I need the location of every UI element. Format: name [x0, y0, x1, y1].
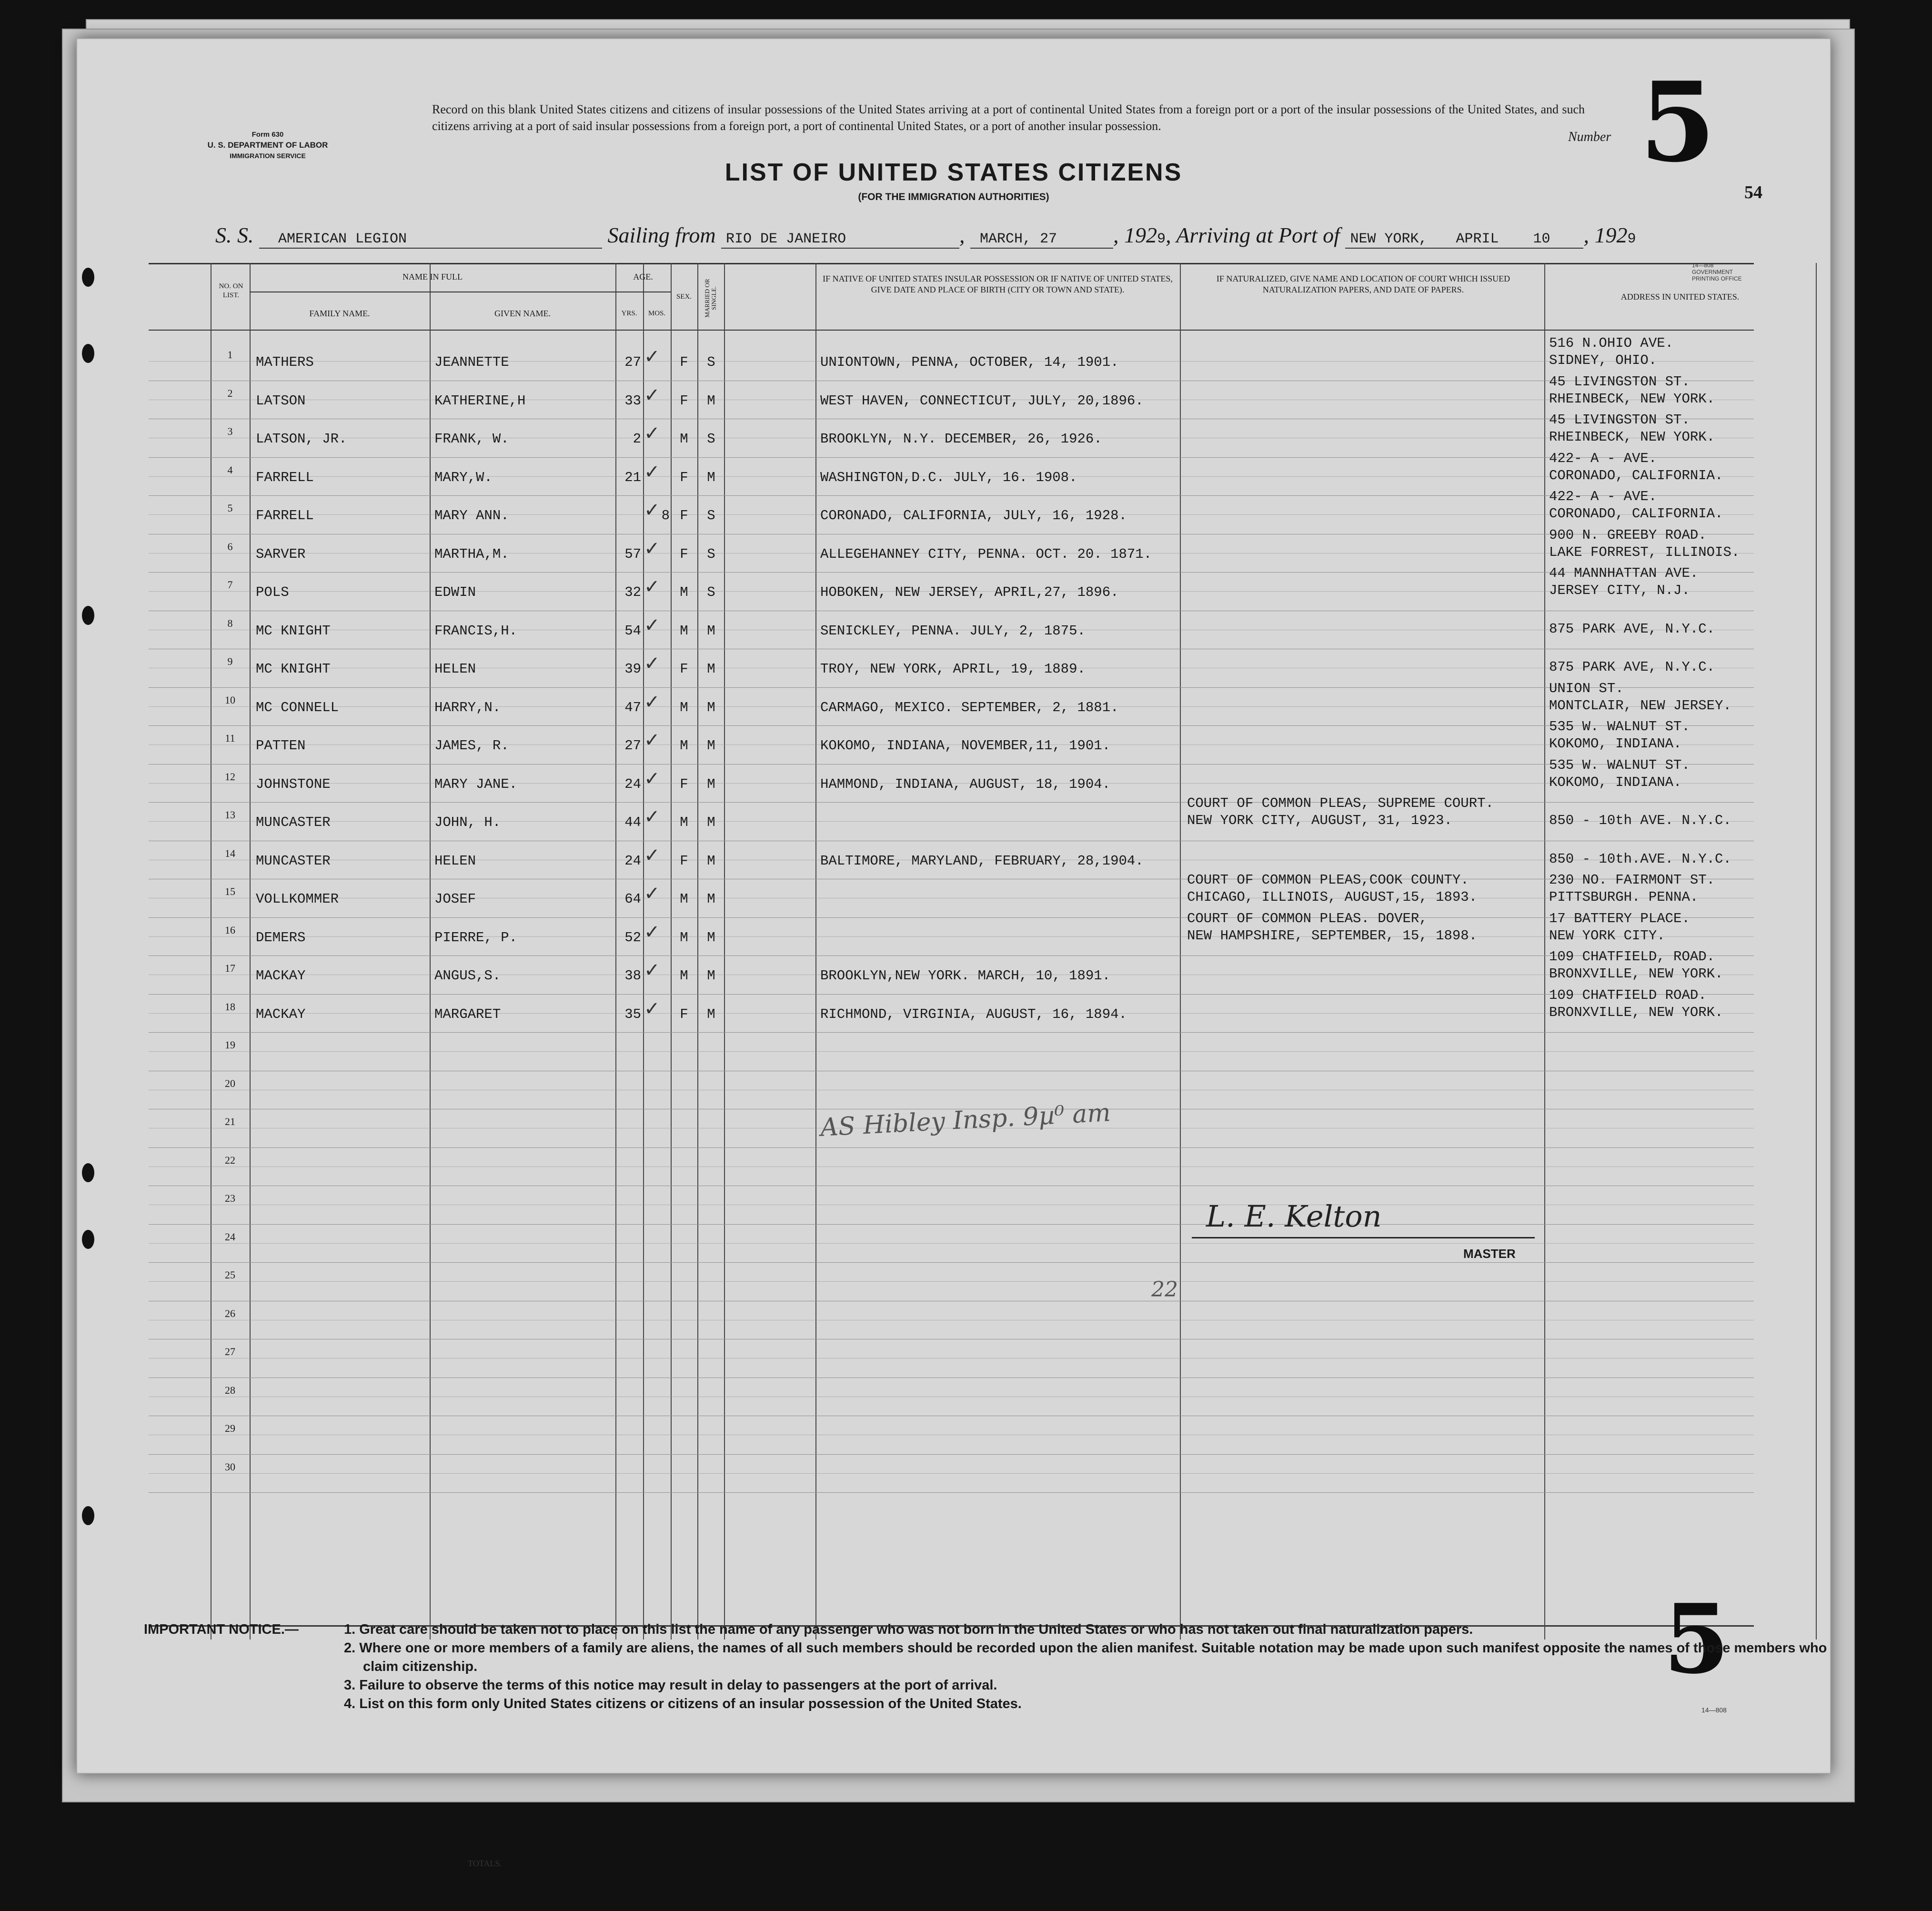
verification-checkmark: ✓: [644, 883, 660, 905]
row-number: 1: [227, 349, 233, 361]
given-name: JEANNETTE: [434, 354, 509, 370]
row-rule: [149, 1032, 1754, 1033]
given-name: PIERRE, P.: [434, 929, 518, 945]
sex: F: [680, 354, 688, 370]
departure-date: MARCH, 27: [980, 231, 1057, 247]
age-years: 21: [624, 469, 641, 485]
given-name: JOSEF: [434, 891, 476, 907]
header-given-name: GIVEN NAME.: [494, 309, 551, 318]
address-city: PITTSBURGH. PENNA.: [1549, 889, 1699, 905]
verification-checkmark: ✓: [644, 614, 660, 636]
birth-date-place: HAMMOND, INDIANA, AUGUST, 18, 1904.: [820, 776, 1111, 792]
age-years: 27: [624, 354, 641, 370]
arrival-date: APRIL 10: [1456, 231, 1550, 247]
given-name: FRANCIS,H.: [434, 623, 518, 639]
sex: F: [680, 392, 688, 409]
address-street: 516 N.OHIO AVE.: [1549, 335, 1674, 351]
address-street: 109 CHATFIELD ROAD.: [1549, 987, 1707, 1003]
row-number: 16: [225, 924, 235, 936]
birth-date-place: ALLEGEHANNEY CITY, PENNA. OCT. 20. 1871.: [820, 546, 1152, 562]
birth-date-place: CARMAGO, MEXICO. SEPTEMBER, 2, 1881.: [820, 699, 1119, 715]
row-rule: [149, 994, 1754, 995]
ship-name: AMERICAN LEGION: [278, 231, 407, 247]
address-street: UNION ST.: [1549, 680, 1624, 696]
header-list-number: NO. ON LIST.: [219, 282, 243, 299]
row-number: 14: [225, 847, 235, 859]
address-city: CORONADO, CALIFORNIA.: [1549, 506, 1723, 522]
row-number: 12: [225, 770, 235, 783]
arrival-year-prefix: 192: [1594, 223, 1628, 247]
given-name: MARGARET: [434, 1006, 501, 1022]
address-street: 45 LIVINGSTON ST.: [1549, 373, 1690, 390]
row-number: 28: [225, 1384, 235, 1396]
sex: M: [680, 929, 688, 945]
verification-checkmark: ✓: [644, 959, 660, 981]
verification-checkmark: ✓: [644, 422, 660, 444]
married-single: S: [707, 431, 715, 447]
header-naturalized: IF NATURALIZED, GIVE NAME AND LOCATION OF COURT WHICH ISSUED NATURALIZATION PAPERS, AND DATE OF PAPERS.: [1216, 274, 1510, 294]
married-single: M: [707, 661, 715, 677]
verification-checkmark: ✓: [644, 997, 660, 1020]
sex: F: [680, 508, 688, 523]
family-name: MACKAY: [256, 968, 306, 984]
age-years: 35: [624, 1006, 641, 1022]
family-name: MC KNIGHT: [256, 623, 331, 639]
birth-date-place: UNIONTOWN, PENNA, OCTOBER, 14, 1901.: [820, 354, 1119, 370]
header-address: ADDRESS IN UNITED STATES.: [1620, 292, 1740, 302]
master-label: MASTER: [1463, 1247, 1516, 1261]
age-years: 38: [624, 968, 641, 984]
row-number: 30: [225, 1460, 235, 1473]
naturalization-court: COURT OF COMMON PLEAS, SUPREME COURT.: [1187, 795, 1494, 811]
address-city: RHEINBECK, NEW YORK.: [1549, 429, 1715, 445]
address-city: BRONXVILLE, NEW YORK.: [1549, 1004, 1723, 1020]
sex: M: [680, 891, 688, 907]
sex: M: [680, 584, 688, 600]
row-number: 10: [225, 694, 235, 706]
married-single: M: [707, 1006, 715, 1022]
age-years: 32: [624, 584, 641, 600]
married-single: M: [707, 392, 715, 409]
important-notice-label: IMPORTANT NOTICE.—: [144, 1622, 299, 1637]
family-name: MUNCASTER: [256, 853, 331, 869]
row-number: 20: [225, 1077, 235, 1089]
printing-office-note: 14—808 GOVERNMENT PRINTING OFFICE: [1692, 262, 1742, 282]
binder-hole: [82, 268, 94, 287]
married-single: M: [707, 776, 715, 792]
address-street: 422- A - AVE.: [1549, 489, 1657, 504]
row-rule: [149, 821, 1754, 822]
sex: F: [680, 469, 688, 485]
sex: F: [680, 776, 688, 792]
family-name: JOHNSTONE: [256, 776, 331, 792]
header-age-months: MOS.: [648, 310, 666, 317]
address-city: 850 - 10th AVE. N.Y.C.: [1549, 813, 1731, 828]
signature-line: [1192, 1237, 1535, 1238]
department-name: U. S. DEPARTMENT OF LABOR: [207, 141, 328, 150]
verification-checkmark: ✓: [644, 499, 660, 521]
notice-item-3: 3. Failure to observe the terms of this notice may result in delay to passengers at the port of arrival.: [344, 1678, 997, 1693]
birth-date-place: TROY, NEW YORK, APRIL, 19, 1889.: [820, 661, 1086, 677]
header-birth: IF NATIVE OF UNITED STATES INSULAR POSSESSION OR IF NATIVE OF UNITED STATES, GIVE DATE AND PLACE OF BIRTH (CITY OR TOWN AND STATE).: [823, 274, 1173, 294]
birth-date-place: WEST HAVEN, CONNECTICUT, JULY, 20,1896.: [820, 392, 1144, 409]
birth-date-place: BROOKLYN, N.Y. DECEMBER, 26, 1926.: [820, 431, 1102, 447]
family-name: MACKAY: [256, 1006, 306, 1022]
row-rule: [149, 1051, 1754, 1052]
age-years: 2: [633, 431, 641, 447]
arriving-label: Arriving at Port of: [1176, 223, 1340, 247]
manifest-page: [76, 38, 1831, 1868]
age-months: 8: [661, 508, 670, 523]
sailing-label: Sailing from: [607, 223, 716, 247]
address-city: NEW YORK CITY.: [1549, 927, 1665, 944]
row-number: 15: [225, 885, 235, 897]
age-years: 47: [624, 699, 641, 715]
given-name: MARTHA,M.: [434, 546, 509, 562]
family-name: MC KNIGHT: [256, 661, 331, 677]
row-rule: [149, 1147, 1754, 1148]
row-number: 7: [227, 579, 233, 591]
age-years: 52: [624, 929, 641, 945]
form-number: Form 630: [252, 131, 284, 139]
given-name: ANGUS,S.: [434, 968, 501, 984]
age-years: 27: [624, 738, 641, 754]
birth-date-place: WASHINGTON,D.C. JULY, 16. 1908.: [820, 469, 1077, 485]
verification-checkmark: ✓: [644, 461, 660, 483]
sex: M: [680, 968, 688, 984]
row-number: 27: [225, 1346, 235, 1358]
married-single: M: [707, 929, 715, 945]
page-number: 54: [1744, 182, 1762, 202]
row-rule: [149, 687, 1754, 688]
departure-port: RIO DE JANEIRO: [726, 231, 846, 247]
form-identification: [196, 130, 339, 161]
family-name: MUNCASTER: [256, 815, 331, 830]
address-street: 44 MANNHATTAN AVE.: [1549, 565, 1699, 581]
address-city: BRONXVILLE, NEW YORK.: [1549, 966, 1723, 982]
sex: M: [680, 623, 688, 639]
address-street: 535 W. WALNUT ST.: [1549, 757, 1690, 773]
row-rule: [149, 1492, 1754, 1493]
sex: F: [680, 661, 688, 677]
row-number: 13: [225, 809, 235, 821]
row-number: 26: [225, 1307, 235, 1319]
family-name: LATSON: [256, 392, 306, 409]
age-years: 57: [624, 546, 641, 562]
row-number: 8: [227, 617, 233, 629]
row-number: 19: [225, 1039, 235, 1051]
page-title: LIST OF UNITED STATES CITIZENS: [724, 159, 1183, 186]
notice-item-4: 4. List on this form only United States citizens or citizens of an insular possession of the United States.: [344, 1696, 1022, 1711]
naturalization-date: NEW YORK CITY, AUGUST, 31, 1923.: [1187, 813, 1452, 828]
married-single: S: [707, 584, 715, 600]
row-rule: [149, 1243, 1754, 1244]
important-notice: [144, 1620, 1830, 1713]
birth-date-place: SENICKLEY, PENNA. JULY, 2, 1875.: [820, 623, 1086, 639]
address-city: 850 - 10th.AVE. N.Y.C.: [1549, 851, 1731, 867]
number-label: Number: [1568, 130, 1611, 144]
age-years: 39: [624, 661, 641, 677]
given-name: HELEN: [434, 853, 476, 869]
given-name: FRANK, W.: [434, 431, 509, 447]
binder-hole: [82, 1163, 94, 1182]
sex: M: [680, 699, 688, 715]
married-single: M: [707, 699, 715, 715]
address-street: 45 LIVINGSTON ST.: [1549, 412, 1690, 428]
address-street: 535 W. WALNUT ST.: [1549, 719, 1690, 734]
family-name: PATTEN: [256, 738, 306, 754]
form-instructions: Record on this blank United States citizens and citizens of insular possessions of the United States arriving at a port of continental United States from a foreign port or a port of the insular possessions of the United States, and such citizens arriving at a port of said insular possessions from a foreign port, a port of continental United States, or a port of another insular possession.: [432, 102, 1585, 133]
corner-list-number: 5: [1663, 1583, 1730, 1695]
binder-hole: [82, 344, 94, 363]
age-years: 54: [624, 623, 641, 639]
header-name-in-full: NAME IN FULL: [402, 272, 463, 282]
given-name: JAMES, R.: [434, 738, 509, 754]
family-name: FARRELL: [256, 508, 314, 523]
row-rule: [149, 917, 1754, 918]
margin-number: 22: [1151, 1277, 1178, 1302]
binder-hole: [82, 1230, 94, 1249]
voyage-line: S. S. AMERICAN LEGION Sailing from RIO DE JANEIRO , MARCH, 27 , 1929, Arriving at Port of NEW YORK, APRIL 10 , 1929: [215, 222, 1636, 249]
row-rule: [149, 1281, 1754, 1282]
sex: M: [680, 431, 688, 447]
row-number: 11: [225, 732, 235, 744]
verification-checkmark: ✓: [644, 806, 660, 828]
address-street: 422- A - AVE.: [1549, 450, 1657, 466]
verification-checkmark: ✓: [644, 576, 660, 598]
family-name: DEMERS: [256, 929, 306, 945]
sex: F: [680, 546, 688, 562]
given-name: EDWIN: [434, 584, 476, 600]
birth-date-place: BALTIMORE, MARYLAND, FEBRUARY, 28,1904.: [820, 853, 1144, 869]
notice-item-2: 2. Where one or more members of a family are aliens, the names of all such members should be recorded upon the alien manifest. Suitable notation may be made upon such manifest opposite the names of those members who claim citizenship.: [344, 1640, 1827, 1674]
sex: F: [680, 853, 688, 869]
married-single: M: [707, 853, 715, 869]
row-rule: [149, 572, 1754, 573]
totals-label: TOTALS.: [468, 1859, 502, 1868]
family-name: MC CONNELL: [256, 699, 339, 715]
given-name: HELEN: [434, 661, 476, 677]
birth-date-place: CORONADO, CALIFORNIA, JULY, 16, 1928.: [820, 508, 1127, 523]
given-name: MARY,W.: [434, 469, 493, 485]
address-city: 875 PARK AVE, N.Y.C.: [1549, 659, 1715, 675]
arrival-year-digit: 9: [1627, 231, 1636, 247]
married-single: M: [707, 815, 715, 830]
verification-checkmark: ✓: [644, 346, 660, 368]
age-years: 44: [624, 815, 641, 830]
passenger-table: [149, 263, 1754, 1639]
header-age-years: YRS.: [621, 310, 637, 317]
address-city: SIDNEY, OHIO.: [1549, 352, 1657, 368]
row-rule: [149, 1262, 1754, 1263]
header-sex: SEX.: [676, 293, 692, 301]
age-years: 24: [624, 776, 641, 792]
verification-checkmark: ✓: [644, 729, 660, 751]
verification-checkmark: ✓: [644, 921, 660, 943]
row-rule: [149, 725, 1754, 726]
naturalization-date: CHICAGO, ILLINOIS, AUGUST,15, 1893.: [1187, 889, 1478, 905]
family-name: POLS: [256, 584, 289, 600]
row-number: 22: [225, 1154, 235, 1166]
birth-date-place: HOBOKEN, NEW JERSEY, APRIL,27, 1896.: [820, 584, 1119, 600]
address-street: 900 N. GREEBY ROAD.: [1549, 527, 1707, 543]
notice-item-1: 1. Great care should be taken not to place on this list the name of any passenger who was not born in the United States or who has not taken out final naturalization papers.: [344, 1622, 1473, 1637]
given-name: MARY JANE.: [434, 776, 518, 792]
row-number: 18: [225, 1000, 235, 1013]
given-name: MARY ANN.: [434, 508, 509, 523]
given-name: JOHN, H.: [434, 815, 501, 830]
married-single: S: [707, 508, 715, 523]
age-years: 64: [624, 891, 641, 907]
row-rule: [149, 1224, 1754, 1225]
verification-checkmark: ✓: [644, 384, 660, 406]
birth-date-place: KOKOMO, INDIANA, NOVEMBER,11, 1901.: [820, 738, 1111, 754]
married-single: M: [707, 623, 715, 639]
given-name: KATHERINE,H: [434, 392, 526, 409]
married-single: S: [707, 354, 715, 370]
married-single: M: [707, 738, 715, 754]
master-signature: L. E. Kelton: [1206, 1199, 1382, 1234]
list-number: 5: [1640, 58, 1716, 187]
address-city: JERSEY CITY, N.J.: [1549, 583, 1690, 598]
given-name: HARRY,N.: [434, 699, 501, 715]
row-rule: [149, 1454, 1754, 1455]
address-street: 109 CHATFIELD, ROAD.: [1549, 949, 1715, 965]
row-number: 23: [225, 1192, 235, 1204]
row-number: 29: [225, 1422, 235, 1434]
page-subtitle: (FOR THE IMMIGRATION AUTHORITIES): [858, 191, 1049, 202]
header-age: AGE.: [633, 272, 653, 282]
married-single: S: [707, 546, 715, 562]
row-number: 24: [225, 1230, 235, 1243]
row-rule: [149, 1473, 1754, 1474]
family-name: SARVER: [256, 546, 306, 562]
verification-checkmark: ✓: [644, 767, 660, 790]
binder-hole: [82, 606, 94, 625]
row-number: 21: [225, 1116, 235, 1127]
verification-checkmark: ✓: [644, 691, 660, 713]
married-single: M: [707, 469, 715, 485]
verification-checkmark: ✓: [644, 653, 660, 674]
address-city: LAKE FORREST, ILLINOIS.: [1549, 544, 1740, 560]
row-number: 5: [227, 502, 233, 514]
family-name: FARRELL: [256, 469, 314, 485]
birth-date-place: BROOKLYN,NEW YORK. MARCH, 10, 1891.: [820, 968, 1111, 984]
naturalization-court: COURT OF COMMON PLEAS,COOK COUNTY.: [1187, 872, 1469, 888]
header-married-single: MARRIED OR SINGLE.: [704, 279, 717, 318]
age-years: 33: [624, 392, 641, 409]
row-number: 3: [227, 425, 233, 437]
row-rule: [149, 495, 1754, 496]
address-city: KOKOMO, INDIANA.: [1549, 736, 1682, 752]
address-street: 230 NO. FAIRMONT ST.: [1549, 872, 1715, 888]
birth-date-place: RICHMOND, VIRGINIA, AUGUST, 16, 1894.: [820, 1006, 1127, 1022]
age-years: 24: [624, 853, 641, 869]
arrival-port: NEW YORK,: [1350, 231, 1428, 247]
family-name: VOLLKOMMER: [256, 891, 339, 907]
row-rule: [149, 802, 1754, 803]
header-family-name: FAMILY NAME.: [309, 309, 370, 318]
row-number: 25: [225, 1269, 235, 1281]
departure-year-prefix: 192: [1124, 223, 1157, 247]
row-rule: [149, 936, 1754, 937]
row-number: 9: [227, 655, 233, 667]
address-city: KOKOMO, INDIANA.: [1549, 774, 1682, 790]
address-city: CORONADO, CALIFORNIA.: [1549, 467, 1723, 483]
verification-checkmark: ✓: [644, 537, 660, 560]
row-rule: [149, 457, 1754, 458]
married-single: M: [707, 891, 715, 907]
naturalization-court: COURT OF COMMON PLEAS. DOVER,: [1187, 910, 1428, 926]
address-street: 17 BATTERY PLACE.: [1549, 910, 1690, 926]
service-name: IMMIGRATION SERVICE: [230, 152, 306, 160]
ss-label: S. S.: [215, 223, 254, 247]
binder-hole: [82, 1506, 94, 1525]
family-name: MATHERS: [256, 354, 314, 370]
married-single: M: [707, 968, 715, 984]
verification-checkmark: ✓: [644, 844, 660, 866]
row-number: 4: [227, 463, 233, 476]
address-city: RHEINBECK, NEW YORK.: [1549, 391, 1715, 407]
row-number: 2: [227, 387, 233, 399]
row-number: 6: [227, 540, 233, 553]
sex: M: [680, 815, 688, 830]
inspector-note: AS Hibley Insp. 9µ⁰ am: [819, 1098, 1112, 1142]
sex: M: [680, 738, 688, 754]
row-number: 17: [225, 962, 235, 974]
form-code: 14—808: [1701, 1706, 1727, 1714]
sex: F: [680, 1006, 688, 1022]
naturalization-date: NEW HAMPSHIRE, SEPTEMBER, 15, 1898.: [1187, 927, 1478, 944]
departure-year-digit: 9: [1157, 231, 1166, 247]
address-city: MONTCLAIR, NEW JERSEY.: [1549, 697, 1731, 714]
family-name: LATSON, JR.: [256, 431, 347, 447]
address-city: 875 PARK AVE, N.Y.C.: [1549, 621, 1715, 637]
